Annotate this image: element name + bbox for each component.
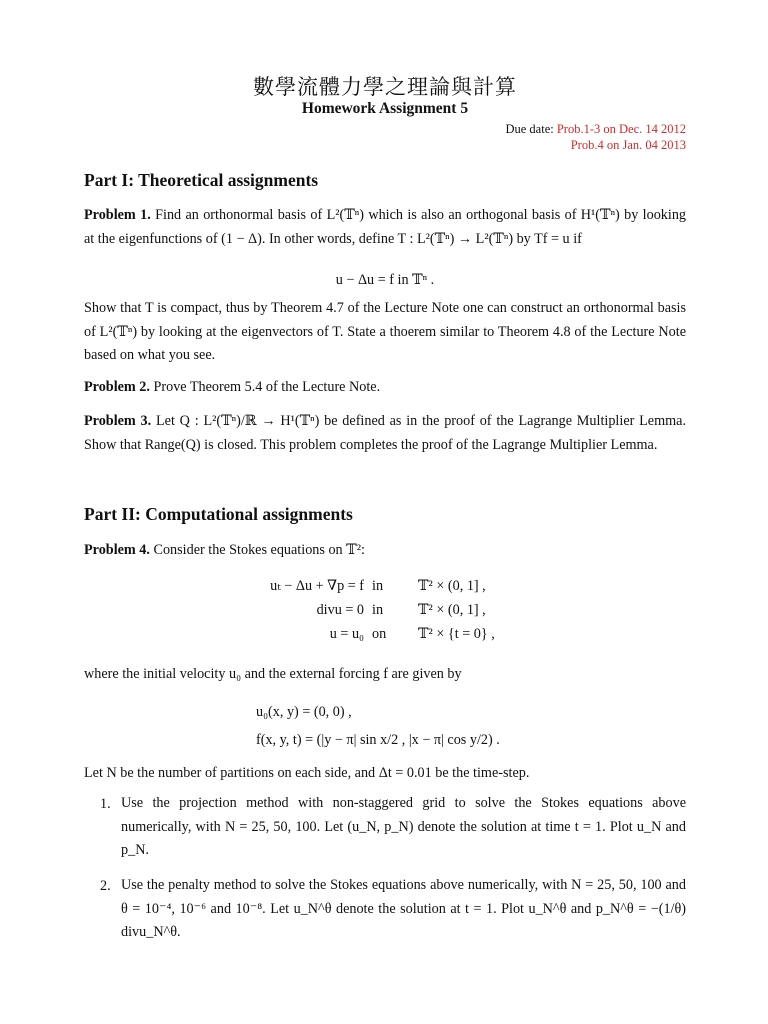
system-row (214, 574, 538, 598)
due-date-2: Prob.4 on Jan. 04 2013 (570, 138, 686, 152)
system-lhs: divu = 0 (316, 602, 364, 618)
problem-3-label: Problem 3. (84, 413, 152, 429)
problem-1-equation: u − Δu = f in 𝕋ⁿ . (335, 272, 435, 288)
system-lhs: u = u₀ (329, 626, 364, 642)
problem-1-label: Problem 1. (84, 207, 151, 223)
system-lhs: uₜ − Δu + ∇p = f (270, 578, 364, 594)
system-mid: on (372, 626, 387, 642)
problem-4-label: Problem 4. (84, 542, 150, 558)
initial-data-block (256, 700, 500, 752)
system-row (214, 622, 538, 646)
item-2-number: 2. (100, 878, 111, 894)
problem-4-text (84, 539, 686, 563)
item-1-text: Use the projection method with non-staggered grid to solve the Stokes equations above numerically, with N = 25, 50, 100. Let (u_N, p_N) denote the solution at time t = 1. Plot u_N and p_N. (121, 795, 686, 858)
system-mid: in (372, 578, 384, 594)
problem-3-body: Let Q : L²(𝕋ⁿ)/ℝ → H¹(𝕋ⁿ) be defined as in the proof of the Lagrange Multiplier Lemma. Show that Range(Q) is closed. This problem completes the proof of the Lagrange Multiplier Lemma. (84, 413, 687, 453)
problem-2-text (84, 376, 686, 400)
system-mid: in (372, 602, 384, 618)
let-text: Let N be the number of partitions on each side, and Δt = 0.01 be the time-step. (84, 765, 530, 781)
problem-1-text (84, 204, 686, 251)
course-title: 數學流體力學之理論與計算 (253, 75, 517, 99)
document-page (84, 0, 686, 1024)
assignment-subtitle: Homework Assignment 5 (301, 100, 469, 117)
problem-1-continuation: Show that T is compact, thus by Theorem 4.7 of the Lecture Note one can construct an orthonormal basis of L²(𝕋ⁿ) by looking at the eigenvectors of T. State a thoerem similar to Theorem 4.8 of the Lecture Note based on what you see. (84, 300, 686, 363)
system-row (214, 598, 538, 622)
initial-velocity-eq: u₀(x, y) = (0, 0) , (256, 704, 352, 720)
problem-2-label: Problem 2. (84, 379, 150, 395)
due-date-block (505, 121, 686, 153)
system-rhs: 𝕋² × {t = 0} , (418, 626, 495, 642)
stokes-system (214, 574, 538, 646)
problem-3-text (84, 410, 686, 457)
part1-heading: Part I: Theoretical assignments (84, 170, 319, 190)
problem-1-body: Find an orthonormal basis of L²(𝕋ⁿ) which is also an orthogonal basis of H¹(𝕋ⁿ) by looking at the eigenfunctions of (1 − Δ). In other words, define T : L²(𝕋ⁿ) → L²(𝕋ⁿ) by Tf = u if (84, 207, 687, 247)
where-text: where the initial velocity u₀ and the external forcing f are given by (84, 666, 462, 682)
problem-4-body: Consider the Stokes equations on 𝕋²: (153, 542, 365, 558)
system-rhs: 𝕋² × (0, 1] , (418, 602, 486, 618)
item-2-text: Use the penalty method to solve the Stokes equations above numerically, with N = 25, 50, 100 and θ = 10⁻⁴, 10⁻⁶ and 10⁻⁸. Let u_N^θ denote the solution at t = 1. Plot u_N^θ and p_N^θ = −(1/θ) divu_N^θ. (121, 877, 686, 940)
part2-heading: Part II: Computational assignments (84, 504, 353, 524)
due-label: Due date: (505, 122, 554, 136)
system-rhs: 𝕋² × (0, 1] , (418, 578, 486, 594)
problem-2-body: Prove Theorem 5.4 of the Lecture Note. (153, 379, 381, 395)
item-1-number: 1. (100, 796, 111, 812)
due-date-1: Prob.1-3 on Dec. 14 2012 (556, 122, 686, 136)
forcing-eq: f(x, y, t) = (|y − π| sin x/2 , |x − π| cos y/2) . (256, 732, 500, 748)
